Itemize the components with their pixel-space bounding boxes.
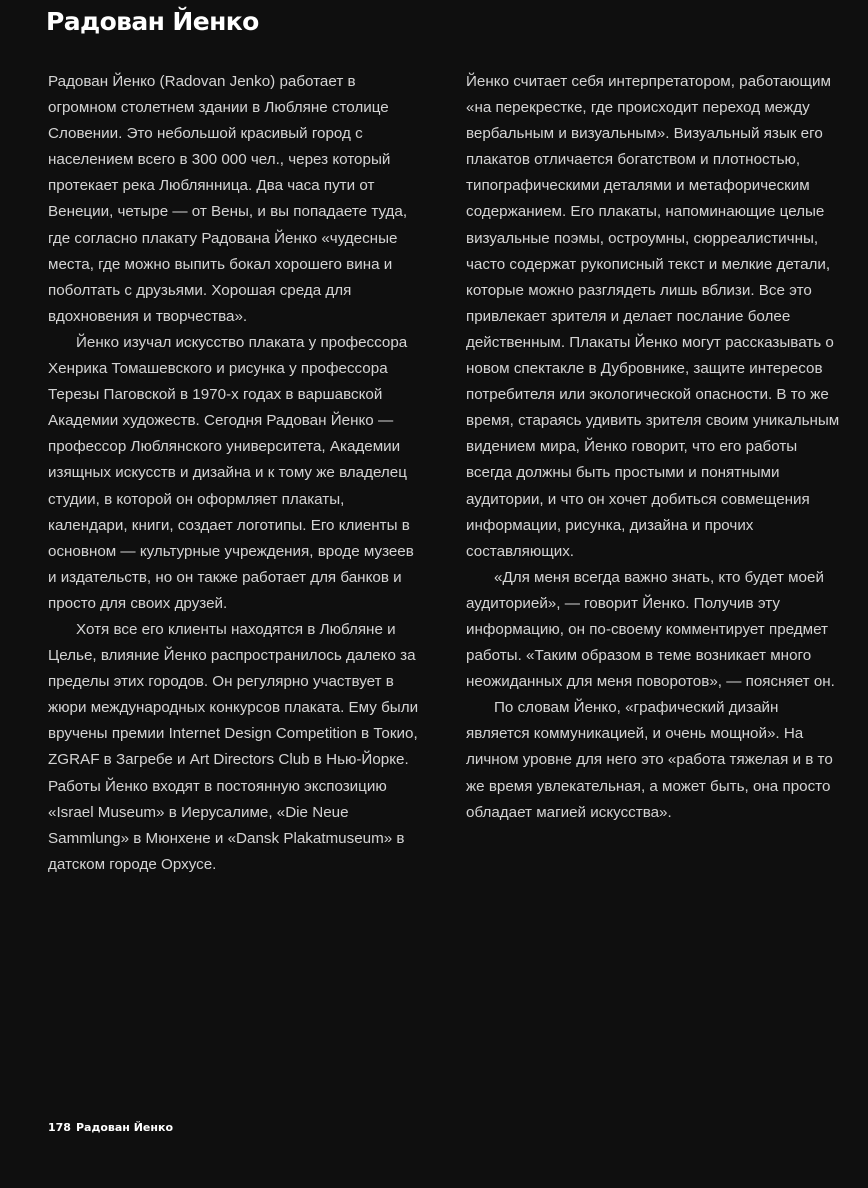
page-footer [48,1120,173,1136]
paragraph: Йенко считает себя интерпретатором, работающим «на перекрестке, где происходит переход между вербальным и визуальным». Визуальный язык его плакатов отличается богатством и плотностью, типографическими деталями и метафорическим содержанием. Его плакаты, напоминающие целые визуальные поэмы, остроумны, сюрреалистичны, часто содержат рукописный текст и мелкие детали, которые можно разглядеть лишь вблизи. Все это привлекает зрителя и делает послание более действенным. Плакаты Йенко могут рассказывать о новом спектакле в Дубровнике, защите интересов потребителя или экологической опасности. В то же время, стараясь удивить зрителя своим уникальным видением мира, Йенко говорит, что его работы всегда должны быть простыми и понятными аудитории, и что он хочет добиться совмещения информации, рисунка, дизайна и прочих составляющих. [466,73,840,560]
left-column [48,69,424,878]
paragraph: Йенко изучал искусство плаката у профессора Хенрика Томашевского и рисунка у профессора Терезы Паговской в 1970-х годах в варшавской Академии художеств. Сегодня Радован Йенко — профессор Люблянского университета, Академии изящных искусств и дизайна и к тому же владелец студии, в которой он оформляет плакаты, календари, книги, создает логотипы. Его клиенты в основном — культурные учреждения, вроде музеев и издательств, но он также работает для банков и просто для своих друзей. [48,333,414,612]
paragraph: По словам Йенко, «графический дизайн является коммуникацией, и очень мощной». На личном уровне для него это «работа тяжелая и в то же время увлекательная, а может быть, она просто обладает магией искусства». [466,699,833,821]
running-title: Радован Йенко [75,1121,173,1134]
right-column [466,69,844,826]
page-number: 178 [48,1121,71,1134]
paragraph: «Для меня всегда важно знать, кто будет моей аудиторией», — говорит Йенко. Получив эту информацию, он по-своему комментирует предмет работы. «Таким образом в теме возникает много неожиданных для меня поворотов», — поясняет он. [466,568,835,691]
paragraph: Хотя все его клиенты находятся в Любляне и Целье, влияние Йенко распространилось далеко за пределы этих городов. Он регулярно участвует в жюри международных конкурсов плаката. Ему были вручены премии Internet Design Competition в Токио, ZGRAF в Загребе и Art Directors Club в Нью-Йорке. Работы Йенко входят в постоянную экспозицию «Israel Museum» в Иерусалиме, «Die Neue Sammlung» в Мюнхене и «Dansk Plakatmuseum» в датском городе Орхусе. [48,620,419,873]
page-title: Радован Йенко [46,7,259,36]
paragraph: Радован Йенко (Radovan Jenko) работает в огромном столетнем здании в Любляне столице Словении. Это небольшой красивый город с населением всего в 300 000 чел., через который протекает река Люблянница. Два часа пути от Венеции, четыре — от Вены, и вы попадаете туда, где согласно плакату Радована Йенко «чудесные места, где можно выпить бокал хорошего вина и поболтать с друзьями. Хорошая среда для вдохновения и творчества». [48,73,408,325]
